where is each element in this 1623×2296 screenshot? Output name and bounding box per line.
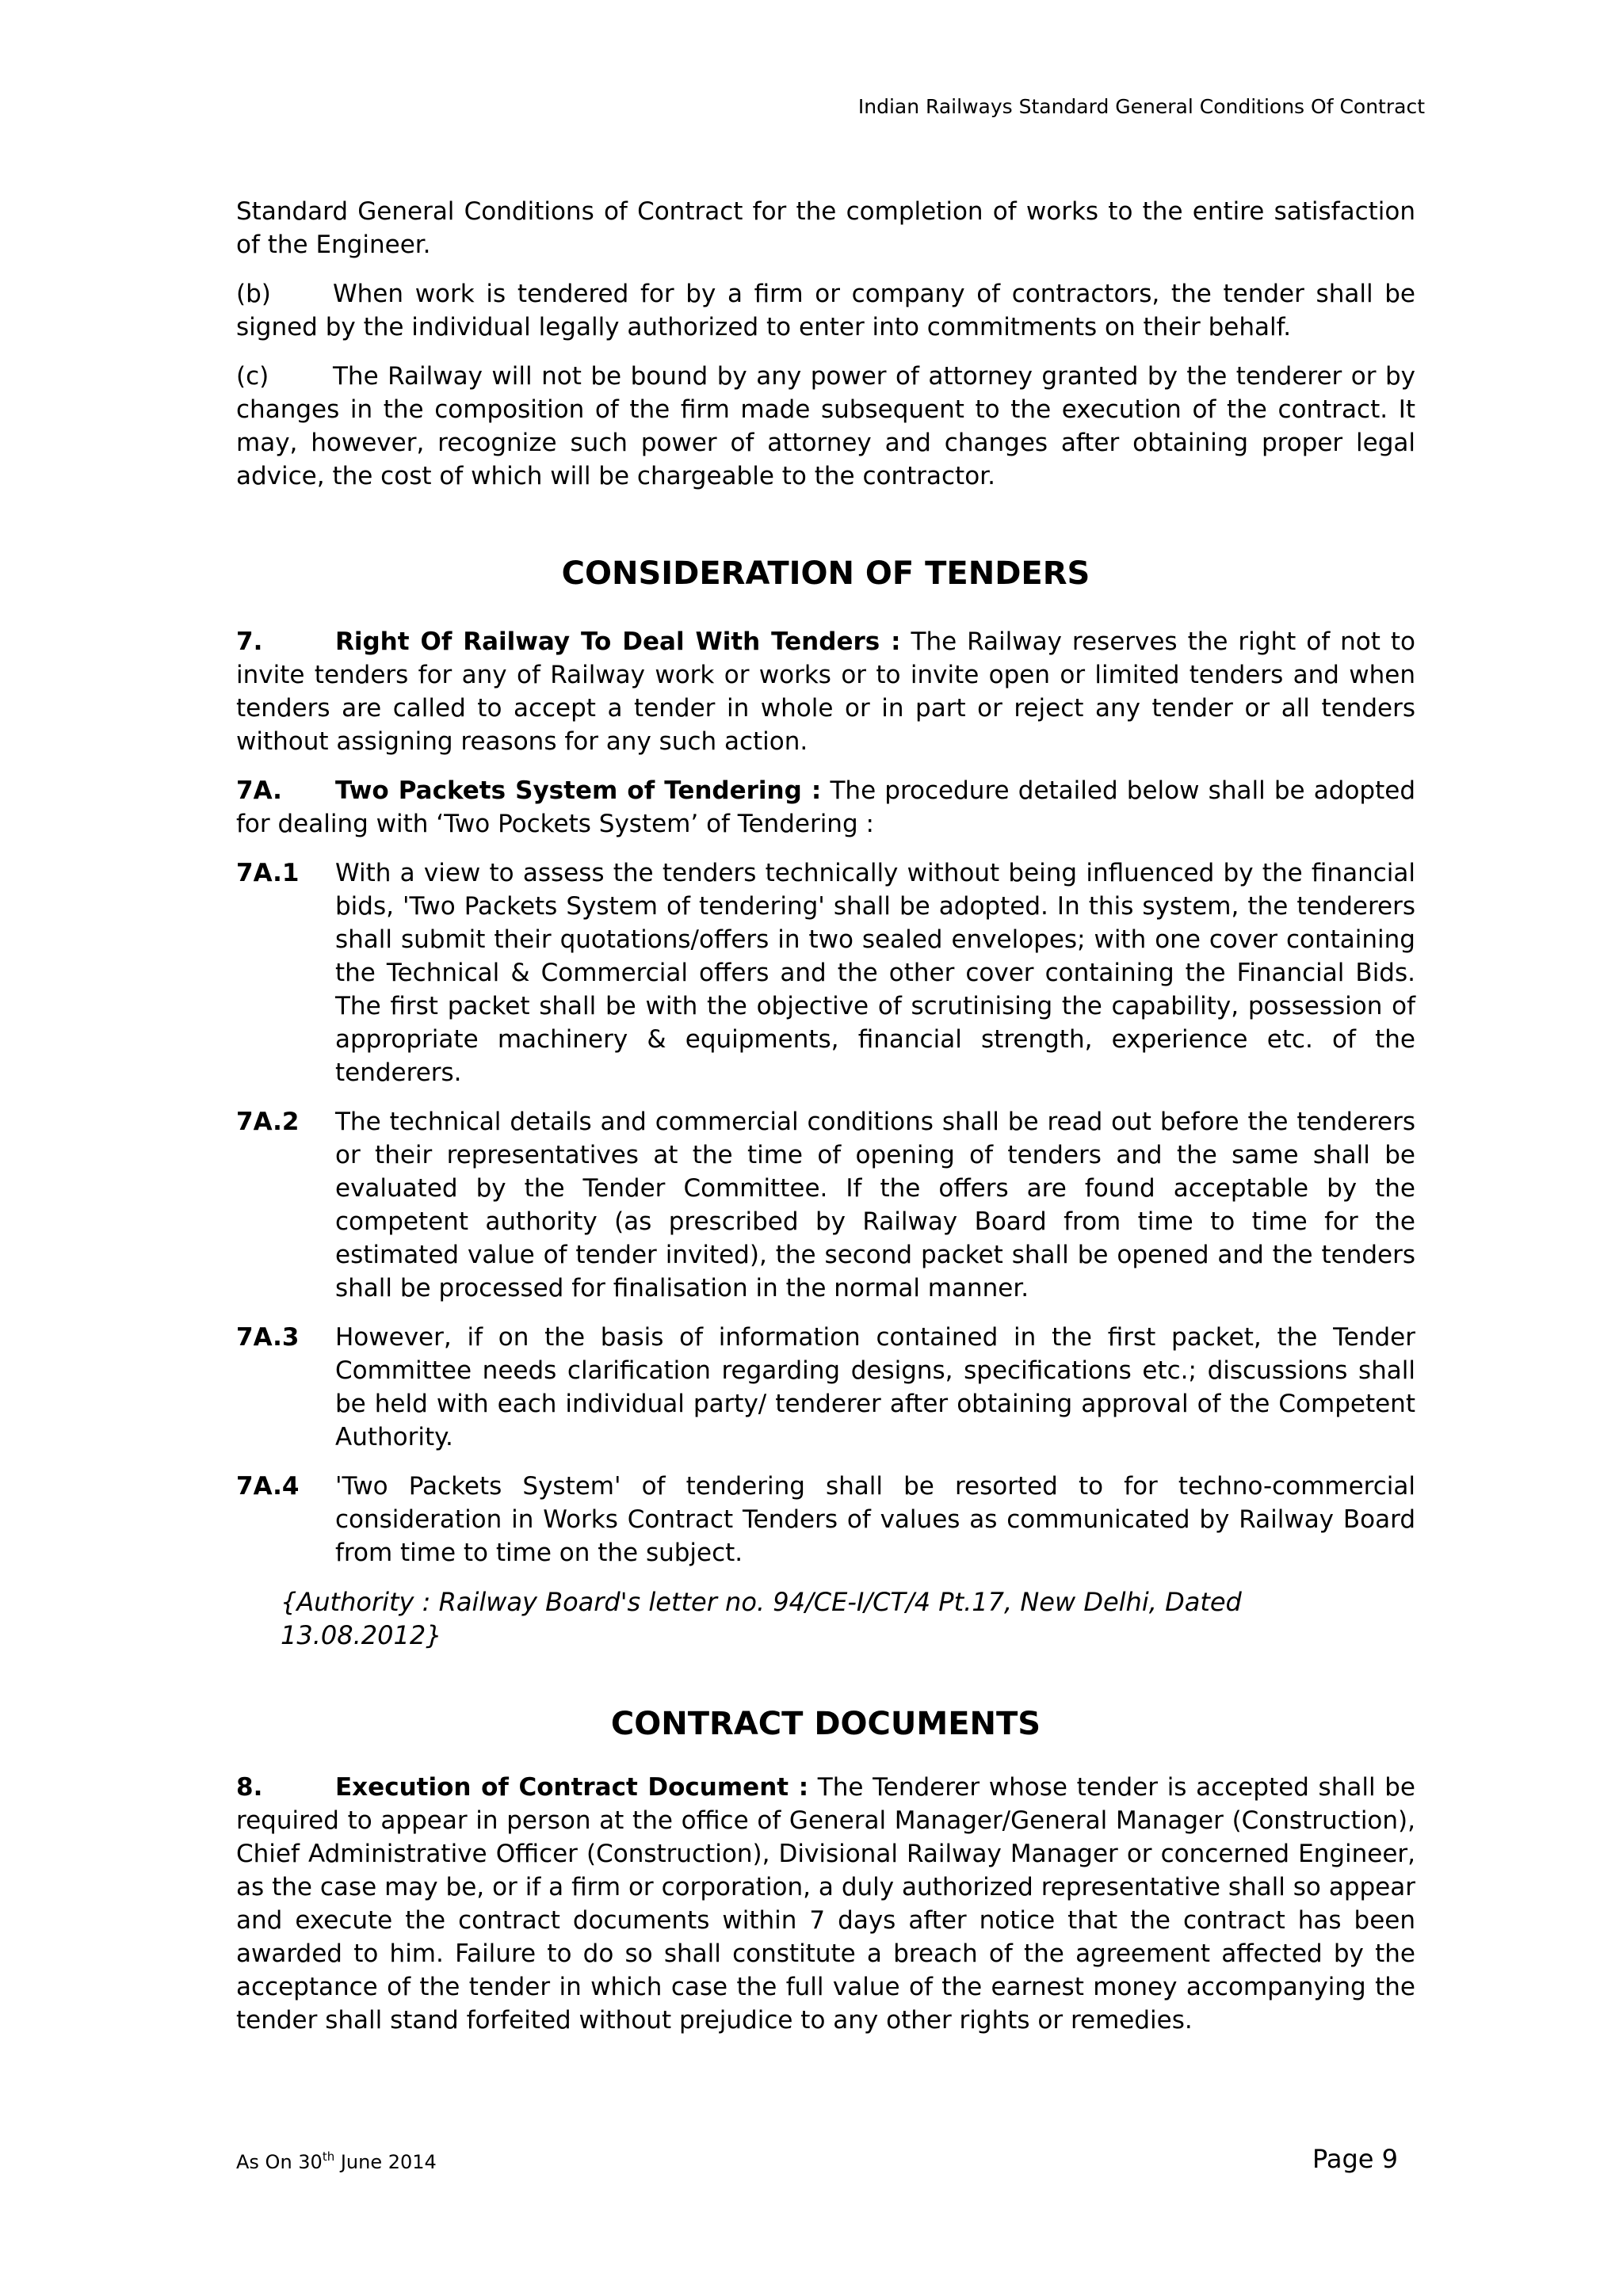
section-heading-contract-documents: CONTRACT DOCUMENTS bbox=[610, 1706, 1041, 1742]
clause-7a-text: The procedure detailed below shall be adopted for dealing with ‘Two Pockets System’ of Tendering : bbox=[236, 776, 1415, 838]
clause-7a3-text: However, if on the basis of information contained in the first packet, the Tender Committee needs clarification regarding designs, specifications etc.; discussions shall be held with each individual party/ tenderer after obtaining approval of the Competent Authority. bbox=[335, 1323, 1415, 1451]
clause-8 bbox=[236, 1771, 1415, 2037]
clause-7a bbox=[236, 774, 1415, 841]
clause-7a2-number: 7A.2 bbox=[236, 1108, 300, 1136]
clause-8-title: Execution of Contract Document : bbox=[335, 1773, 809, 1802]
clause-7a-title: Two Packets System of Tendering : bbox=[335, 776, 822, 805]
clause-7a3 bbox=[236, 1321, 1415, 1454]
clause-7a2-text: The technical details and commercial conditions shall be read out before the tenderers or their representatives at the time of opening of tenders and the same shall be evaluated by the Tender Committee. If the offers are found acceptable by the competent authority (as prescribed by Railway Board from time to time for the estimated value of tender invited), the second packet shall be opened and the tenders shall be processed for finalisation in the normal manner. bbox=[335, 1108, 1415, 1302]
clause-7-title: Right Of Railway To Deal With Tenders : bbox=[335, 627, 901, 656]
clause-6c-text: The Railway will not be bound by any power of attorney granted by the tenderer or by changes in the composition of the firm made subsequent to the execution of the contract. It may, however, recognize such power of attorney and changes after obtaining proper legal advice, the cost of which will be chargeable to the contractor. bbox=[236, 362, 1415, 490]
footer-date-suffix: June 2014 bbox=[334, 2151, 437, 2173]
clause-8-number: 8. bbox=[236, 1773, 263, 1802]
running-header: Indian Railways Standard General Conditions Of Contract bbox=[857, 95, 1425, 118]
clause-6b-label: (b) bbox=[236, 280, 271, 308]
authority-citation: {Authority : Railway Board's letter no. 94/CE-I/CT/4 Pt.17, New Delhi, Dated 13.08.2012} bbox=[281, 1587, 1242, 1650]
clause-7a1 bbox=[236, 856, 1415, 1089]
section-heading-consideration: CONSIDERATION OF TENDERS bbox=[561, 555, 1090, 592]
clause-6b-text: When work is tendered for by a firm or company of contractors, the tender shall be signed by the individual legally authorized to enter into commitments on their behalf. bbox=[236, 280, 1415, 341]
clause-7a4-text: 'Two Packets System' of tendering shall be resorted to for techno-commercial consideration in Works Contract Tenders of values as communicated by Railway Board from time to time on the subject. bbox=[335, 1472, 1415, 1567]
footer-date-superscript: th bbox=[322, 2149, 335, 2164]
footer-date bbox=[236, 2150, 437, 2174]
footer-date-prefix: As On 30 bbox=[236, 2151, 323, 2173]
clause-7 bbox=[236, 625, 1415, 758]
intro-paragraph: Standard General Conditions of Contract for the completion of works to the entire satisfaction of the Engineer. bbox=[236, 197, 1415, 259]
clause-7a4-number: 7A.4 bbox=[236, 1472, 300, 1501]
clause-7-text: The Railway reserves the right of not to invite tenders for any of Railway work or works or to invite open or limited tenders and when tenders are called to accept a tender in whole or in part or reject any tender or all tenders without assigning reasons for any such action. bbox=[236, 627, 1415, 756]
clause-7-number: 7. bbox=[236, 627, 263, 656]
clause-7a1-text: With a view to assess the tenders technically without being influenced by the financial bids, 'Two Packets System of tendering' shall be adopted. In this system, the tenderers shall submit their quotations/offers in two sealed envelopes; with one cover containing the Technical & Commercial offers and the other cover containing the Financial Bids. The first packet shall be with the objective of scrutinising the capability, possession of appropriate machinery & equipments, financial strength, experience etc. of the tenderers. bbox=[335, 859, 1415, 1087]
clause-6c-label: (c) bbox=[236, 362, 269, 391]
page-body bbox=[236, 195, 1415, 2053]
clause-6c bbox=[236, 360, 1415, 493]
clause-6b bbox=[236, 277, 1415, 344]
clause-7a2 bbox=[236, 1105, 1415, 1305]
clause-7a4 bbox=[236, 1470, 1415, 1569]
page-number: Page 9 bbox=[1312, 2144, 1398, 2174]
clause-7a1-number: 7A.1 bbox=[236, 859, 300, 887]
clause-7a3-number: 7A.3 bbox=[236, 1323, 300, 1352]
clause-8-text: The Tenderer whose tender is accepted shall be required to appear in person at the office of General Manager/General Manager (Construction), Chief Administrative Officer (Construction), Divisional Railway Manager or concerned Engineer, as the case may be, or if a firm or corporation, a duly authorized representative shall so appear and execute the contract documents within 7 days after notice that the contract has been awarded to him. Failure to do so shall constitute a breach of the agreement affected by the acceptance of the tender in which case the full value of the earnest money accompanying the tender shall stand forfeited without prejudice to any other rights or remedies. bbox=[236, 1773, 1415, 2035]
clause-7a-number: 7A. bbox=[236, 776, 282, 805]
